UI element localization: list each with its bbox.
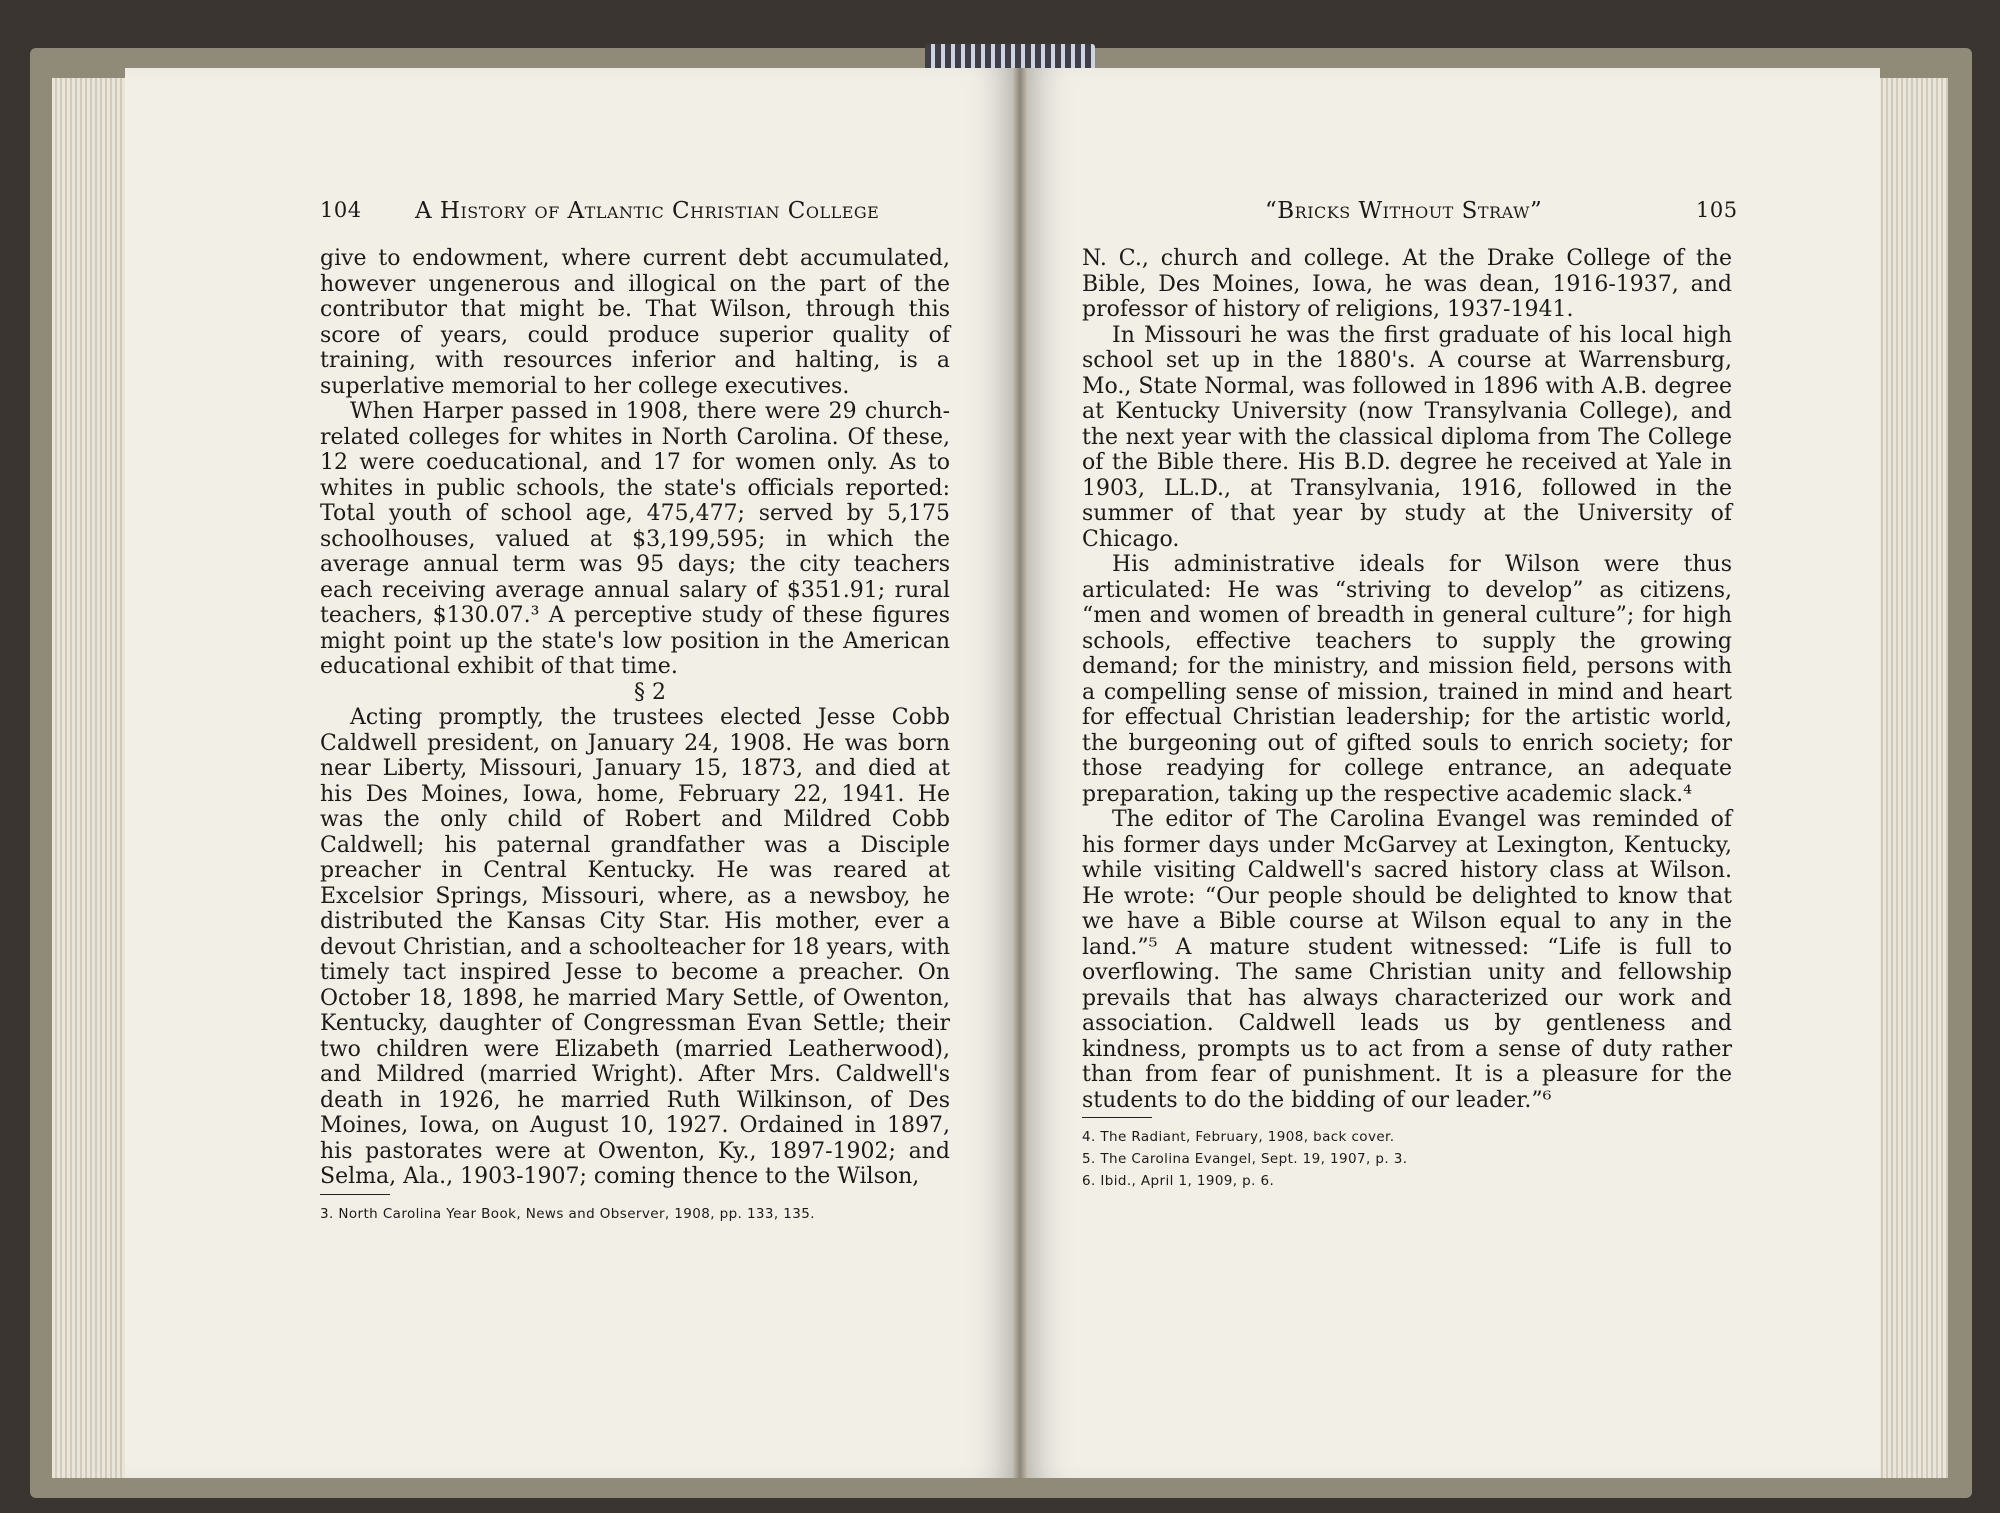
left-page xyxy=(125,68,1020,1478)
footnote-rule xyxy=(320,1194,390,1195)
footnote-rule xyxy=(1082,1117,1152,1118)
paragraph: When Harper passed in 1908, there were 29 church-related colleges for whites in North Carolina. Of these, 12 were coeducational, and 17 for women only. As to whites in public schools, the state's officials reported: Total youth of school age, 475,477; served by 5,175 schoolhouses, valued at $3,199,595; in which the average annual term was 95 days; the city teachers each receiving average annual salary of $351.91; rural teachers, $130.07.³ A perceptive study of these figures might point up the state's low position in the American educational exhibit of that time. xyxy=(320,399,950,679)
page-edges-right xyxy=(1868,78,1948,1478)
footnote: 3. North Carolina Year Book, News and Observer, 1908, pp. 133, 135. xyxy=(320,1205,815,1222)
footnote: 5. The Carolina Evangel, Sept. 19, 1907, p. 3. xyxy=(1082,1151,1408,1167)
right-page-body xyxy=(1082,246,1732,1192)
paragraph: In Missouri he was the first graduate of his local high school set up in the 1880's. A course at Warrensburg, Mo., State Normal, was followed in 1896 with A.B. degree at Kentucky University (now Transylvania College), and the next year with the classical diploma from The College of the Bible there. His B.D. degree he received at Yale in 1903, LL.D., at Transylvania, 1916, followed in the summer of that year by study at the University of Chicago. xyxy=(1082,322,1732,552)
left-running-head: A History of Atlantic Christian College xyxy=(415,198,880,224)
right-running-head: “Bricks Without Straw” xyxy=(1265,198,1543,224)
book-gutter xyxy=(1012,68,1028,1478)
paragraph: The editor of The Carolina Evangel was reminded of his former days under McGarvey at Lexington, Kentucky, while visiting Caldwell's sacred history class at Wilson. He wrote: “Our people should be delighted to know that we have a Bible course at Wilson equal to any in the land.”⁵ A mature student witnessed: “Life is full to overflowing. The same Christian unity and fellowship prevails that has always characterized our work and association. Caldwell leads us by gentleness and kindness, prompts us to act from a sense of duty rather than from fear of punishment. It is a pleasure for the students to do the bidding of our leader.”⁶ xyxy=(1082,807,1732,1113)
paragraph: Acting promptly, the trustees elected Jesse Cobb Caldwell president, on January 24, 1908. He was born near Liberty, Missouri, January 15, 1873, and died at his Des Moines, Iowa, home, February 22, 1941. He was the only child of Robert and Mildred Cobb Caldwell; his paternal grandfather was a Disciple preacher in Central Kentucky. He was reared at Excelsior Springs, Missouri, where, as a newsboy, he distributed the Kansas City Star. His mother, ever a devout Christian, and a schoolteacher for 18 years, with timely tact inspired Jesse to become a preacher. On October 18, 1898, he married Mary Settle, of Owenton, Kentucky, daughter of Congressman Evan Settle; their two children were Elizabeth (married Leatherwood), and Mildred (married Wright). After Mrs. Caldwell's death in 1926, he married Ruth Wilkinson, of Des Moines, Iowa, on August 10, 1927. Ordained in 1897, his pastorates were at Owenton, Ky., 1897-1902; and Selma, Ala., 1903-1907; coming thence to the Wilson, xyxy=(320,705,950,1189)
page-edges-left xyxy=(52,78,132,1478)
footnote: 4. The Radiant, February, 1908, back cover. xyxy=(1082,1129,1395,1145)
section-mark: § 2 xyxy=(634,679,666,705)
footnote: 6. Ibid., April 1, 1909, p. 6. xyxy=(1082,1173,1275,1189)
right-page-number: 105 xyxy=(1696,198,1738,222)
left-page-number: 104 xyxy=(320,198,362,222)
paragraph: N. C., church and college. At the Drake College of the Bible, Des Moines, Iowa, he was dean, 1916-1937, and professor of history of religions, 1937-1941. xyxy=(1082,246,1732,322)
paragraph: give to endowment, where current debt accumulated, however ungenerous and illogical on the part of the contributor that might be. That Wilson, through this score of years, could produce superior quality of training, with resources inferior and halting, is a superlative memorial to her college executives. xyxy=(320,246,950,399)
left-page-body xyxy=(320,246,950,1225)
paragraph: His administrative ideals for Wilson were thus articulated: He was “striving to develop” as citizens, “men and women of breadth in general culture”; for high schools, effective teachers to supply the growing demand; for the ministry, and mission field, persons with a compelling sense of mission, trained in mind and heart for effectual Christian leadership; for the artistic world, the burgeoning out of gifted souls to enrich society; for those readying for college entrance, an adequate preparation, taking up the respective academic slack.⁴ xyxy=(1082,552,1732,807)
right-page xyxy=(1020,68,1880,1478)
